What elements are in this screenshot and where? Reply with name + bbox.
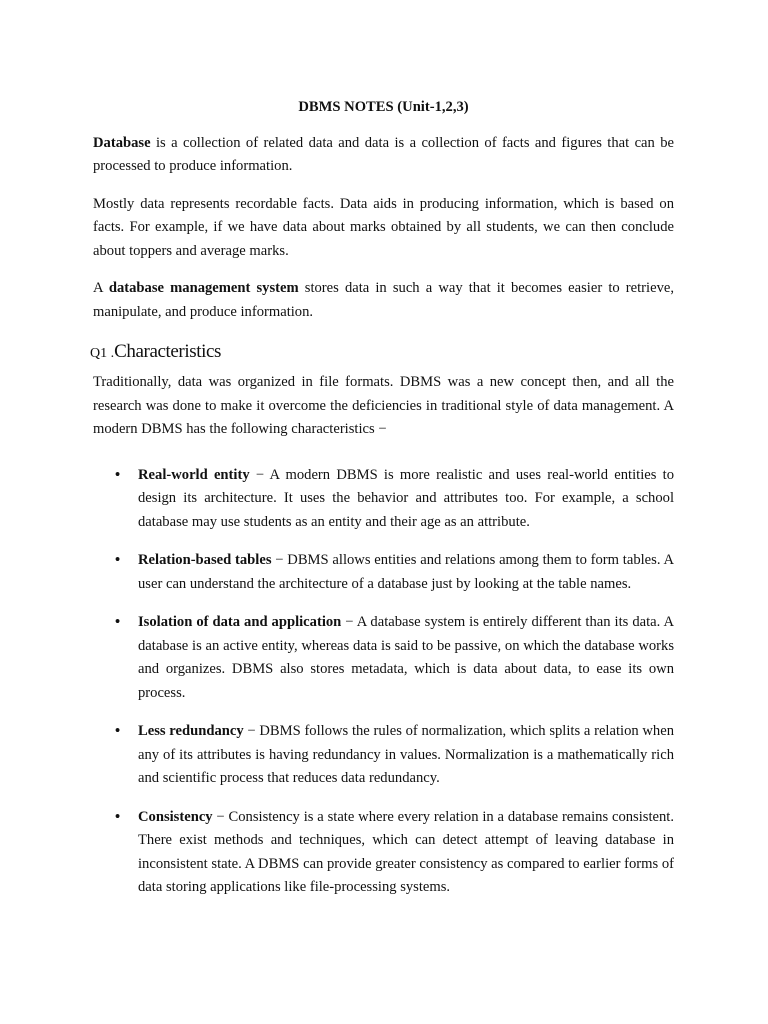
list-item xyxy=(93,806,674,900)
list-item xyxy=(93,549,674,596)
intro-term: Database xyxy=(93,134,151,151)
dbms-definition-text: stores data in such a way that it becomes easier to retrieve, manipulate, and produce information. xyxy=(93,280,674,320)
list-item-term: Relation-based tables xyxy=(138,552,272,568)
list-item-text: − Consistency is a state where every relation in a database remains consistent. There exist methods and techniques, which can detect attempt of leaving database in inconsistent state. A DBMS can provide greater consistency as compared to earlier forms of data storing applications like file-processing systems. xyxy=(138,808,674,895)
list-item-text: − A database system is entirely different than its data. A database is an active entity, whereas data is said to be passive, on which the database works and organizes. DBMS also stores metadata, which is data about data, to ease its own process. xyxy=(138,614,674,701)
dbms-definition-paragraph xyxy=(93,277,674,324)
list-item-text: − DBMS allows entities and relations among them to form tables. A user can understand the architecture of a database just by looking at the table names. xyxy=(138,552,674,592)
list-item-term: Consistency xyxy=(138,808,213,825)
list-item-term: Real-world entity xyxy=(138,466,250,483)
list-item-term: Less redundancy xyxy=(138,723,244,739)
bullet-icon: • xyxy=(115,466,121,483)
bullet-icon: • xyxy=(115,808,121,825)
section-heading-text: Characteristics xyxy=(114,341,222,362)
intro-paragraph xyxy=(93,132,674,179)
bullet-icon: • xyxy=(115,614,121,630)
dbms-definition-prefix: A xyxy=(93,280,109,296)
bullet-icon: • xyxy=(115,723,121,739)
list-item-term: Isolation of data and application xyxy=(138,614,342,630)
section-separator: . xyxy=(107,346,115,361)
list-item xyxy=(93,720,674,791)
list-item xyxy=(93,464,674,535)
data-facts-paragraph: Mostly data represents recordable facts. Data aids in producing information, which is based on facts. For example, if we have data about marks obtained by all students, we can then conclude about toppers and average marks. xyxy=(93,195,674,259)
list-item-text: − A modern DBMS is more realistic and uses real-world entities to design its architecture. It uses the behavior and attributes too. For example, a school database may use students as an entity and their age as an attribute. xyxy=(138,466,674,530)
list-item-text: − DBMS follows the rules of normalization, which splits a relation when any of its attributes is having redundancy in values. Normalization is a mathematically rich and scientific process that reduces data redundancy. xyxy=(138,723,675,786)
dbms-definition-term: database management system xyxy=(108,280,299,296)
intro-text: is a collection of related data and data is a collection of facts and figures that can be processed to produce information. xyxy=(93,134,674,174)
characteristics-list xyxy=(93,464,674,900)
list-item xyxy=(93,611,674,705)
section-heading xyxy=(90,340,674,366)
document-title: DBMS NOTES (Unit-1,2,3) xyxy=(298,99,469,115)
section-intro-paragraph: Traditionally, data was organized in file formats. DBMS was a new concept then, and all the research was done to make it overcome the deficiencies in traditional style of data management. A modern DBMS has the following characteristics − xyxy=(93,374,674,437)
section-number: Q1 xyxy=(90,346,108,361)
bullet-icon: • xyxy=(115,552,121,568)
